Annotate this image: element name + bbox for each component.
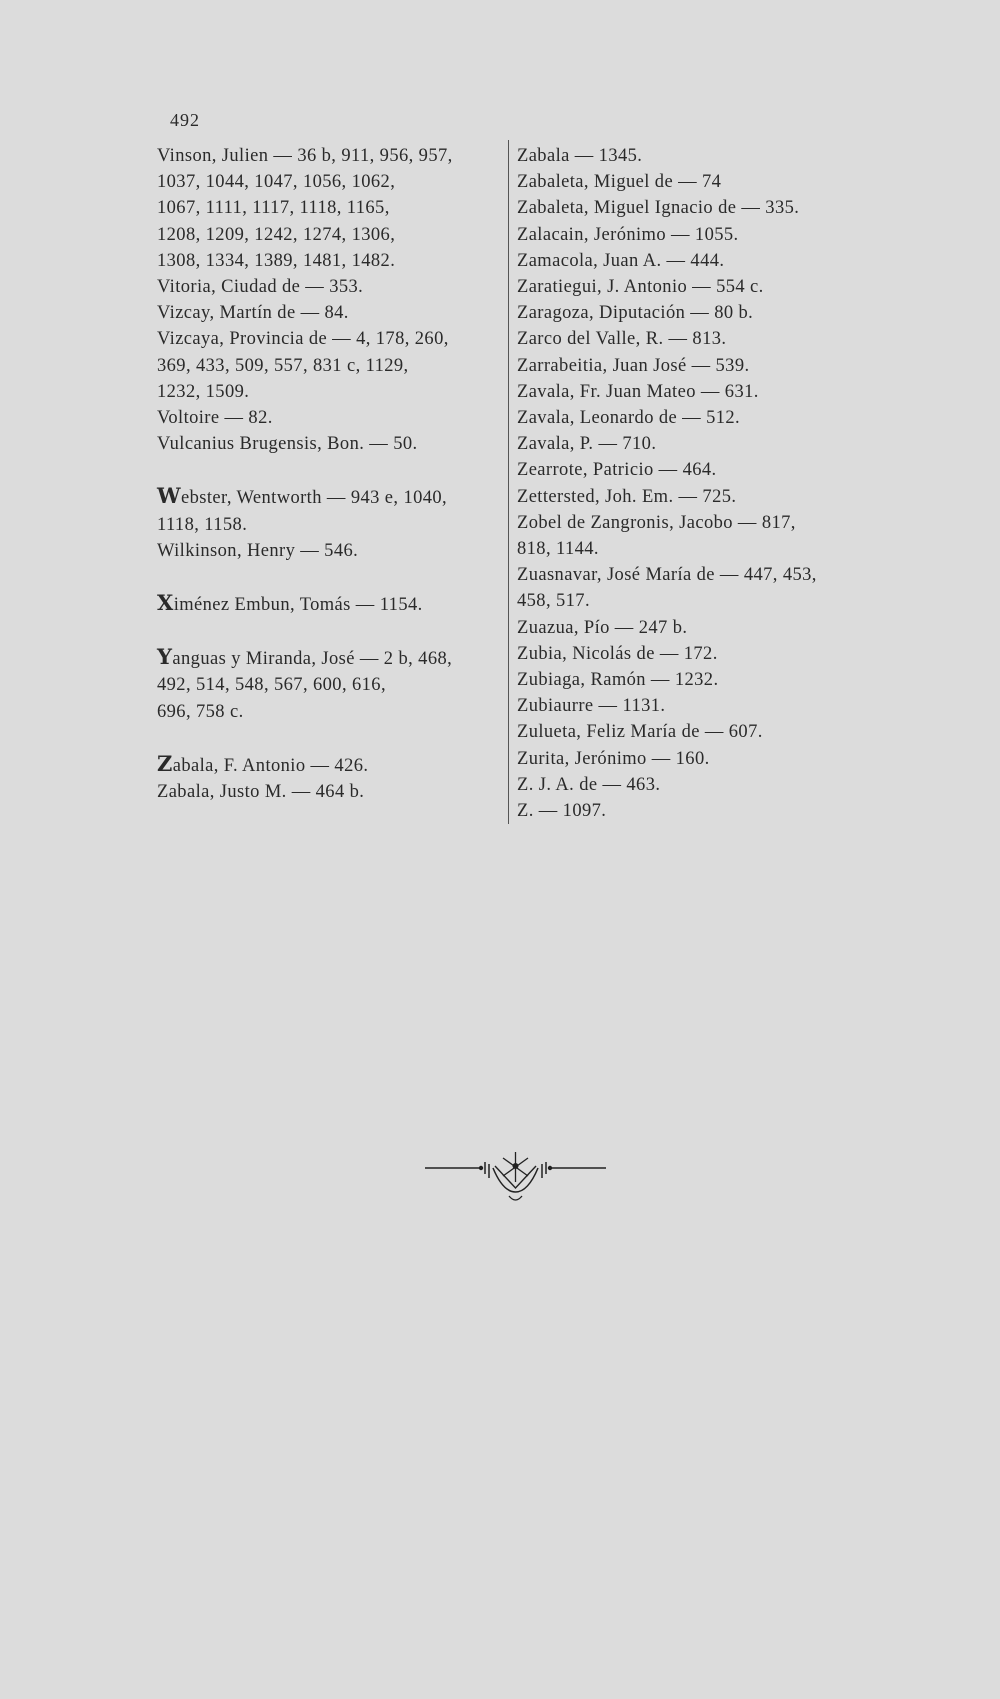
entry-first-line: Z. J. A. de — 463. — [517, 774, 661, 795]
section-initial-letter: X — [157, 590, 174, 616]
index-entry — [517, 746, 847, 772]
entry-continuation-line: 818, 1144. — [517, 539, 599, 560]
entry-first-line: Zaratiegui, J. Antonio — 554 c. — [517, 277, 764, 298]
entry-first-line: Zalacain, Jerónimo — 1055. — [517, 224, 739, 245]
section-gap — [157, 618, 505, 644]
index-entry — [517, 248, 847, 274]
entry-first-line: Zearrote, Patricio — 464. — [517, 460, 717, 481]
index-entry — [517, 274, 847, 300]
entry-first-line: Zabala — 1345. — [517, 146, 643, 166]
index-entry — [517, 798, 847, 824]
entry-first-line: iménez Embun, Tomás — 1154. — [173, 595, 423, 616]
index-entry — [517, 719, 847, 745]
entry-first-line: Zulueta, Feliz María de — 607. — [517, 722, 763, 743]
index-entry — [157, 483, 505, 537]
entry-continuation-line: 696, 758 c. — [157, 701, 244, 722]
entry-continuation-line: 458, 517. — [517, 591, 590, 612]
index-entry — [517, 772, 847, 798]
entry-first-line: Zabaleta, Miguel de — 74 — [517, 172, 722, 193]
entry-continuation-line: 1037, 1044, 1047, 1056, 1062, — [157, 172, 396, 193]
index-entry — [517, 405, 847, 431]
entry-first-line: abala, F. Antonio — 426. — [172, 755, 369, 776]
entry-first-line: Zabaleta, Miguel Ignacio de — 335. — [517, 198, 800, 219]
entry-first-line: Zavala, Leonardo de — 512. — [517, 408, 741, 429]
index-entry — [517, 169, 847, 195]
entry-continuation-line: 1208, 1209, 1242, 1274, 1306, — [157, 224, 396, 245]
section-initial-letter: Y — [157, 644, 173, 670]
index-entry — [517, 431, 847, 457]
index-entry — [157, 405, 505, 431]
section-gap — [157, 457, 505, 483]
index-entry — [517, 457, 847, 483]
entry-first-line: Zabala, Justo M. — 464 b. — [157, 782, 365, 803]
entry-continuation-line: 1308, 1334, 1389, 1481, 1482. — [157, 250, 396, 271]
entry-first-line: Zettersted, Joh. Em. — 725. — [517, 486, 737, 507]
entry-first-line: Zubiaga, Ramón — 1232. — [517, 670, 719, 691]
index-entry — [517, 143, 847, 169]
entry-first-line: Zuazua, Pío — 247 b. — [517, 617, 688, 638]
entry-first-line: Zurita, Jerónimo — 160. — [517, 748, 710, 769]
index-entry — [157, 431, 505, 457]
entry-first-line: Zarrabeitia, Juan José — 539. — [517, 355, 750, 376]
index-column-left — [157, 143, 505, 805]
section-gap — [157, 564, 505, 590]
entry-first-line: Zamacola, Juan A. — 444. — [517, 250, 725, 271]
entry-continuation-line: 369, 433, 509, 557, 831 c, 1129, — [157, 355, 409, 376]
entry-first-line: Vulcanius Brugensis, Bon. — 50. — [157, 434, 418, 455]
entry-first-line: Wilkinson, Henry — 546. — [157, 540, 359, 561]
index-entry — [517, 379, 847, 405]
section-initial-letter: W — [157, 483, 181, 509]
index-entry — [517, 510, 847, 562]
index-entry — [517, 484, 847, 510]
index-entry — [517, 353, 847, 379]
entry-first-line: ebster, Wentworth — 943 e, 1040, — [180, 488, 448, 509]
index-entry — [157, 590, 505, 618]
index-entry — [517, 222, 847, 248]
index-entry — [157, 644, 505, 725]
index-entry — [517, 326, 847, 352]
entry-first-line: Zarco del Valle, R. — 813. — [517, 329, 727, 350]
index-entry — [157, 326, 505, 405]
entry-first-line: Zaragoza, Diputación — 80 b. — [517, 303, 754, 324]
column-divider — [508, 140, 509, 824]
entry-first-line: Vinson, Julien — 36 b, 911, 956, 957, — [157, 146, 453, 166]
entry-first-line: Z. — 1097. — [517, 801, 607, 822]
index-column-right — [517, 143, 847, 824]
entry-continuation-line: 1232, 1509. — [157, 381, 250, 402]
entry-first-line: Zavala, Fr. Juan Mateo — 631. — [517, 381, 759, 402]
entry-first-line: Vitoria, Ciudad de — 353. — [157, 277, 364, 298]
entry-first-line: Zubia, Nicolás de — 172. — [517, 643, 718, 664]
index-entry — [157, 538, 505, 564]
section-gap — [157, 725, 505, 751]
ornament-divider-icon — [423, 1148, 608, 1208]
entry-first-line: Voltoire — 82. — [157, 408, 273, 429]
entry-first-line: anguas y Miranda, José — 2 b, 468, — [172, 649, 453, 670]
entry-continuation-line: 492, 514, 548, 567, 600, 616, — [157, 675, 386, 696]
index-entry — [517, 615, 847, 641]
index-entry — [517, 641, 847, 667]
entry-first-line: Zobel de Zangronis, Jacobo — 817, — [517, 512, 796, 533]
index-entry — [157, 779, 505, 805]
entry-continuation-line: 1067, 1111, 1117, 1118, 1165, — [157, 198, 390, 219]
index-entry — [517, 667, 847, 693]
index-entry — [157, 143, 505, 274]
index-entry — [517, 562, 847, 614]
index-entry — [517, 693, 847, 719]
index-entry — [517, 195, 847, 221]
entry-first-line: Zavala, P. — 710. — [517, 434, 657, 455]
entry-continuation-line: 1118, 1158. — [157, 514, 248, 535]
page-number: 492 — [170, 110, 200, 130]
entry-first-line: Zuasnavar, José María de — 447, 453, — [517, 565, 817, 586]
index-entry — [517, 300, 847, 326]
entry-first-line: Vizcaya, Provincia de — 4, 178, 260, — [157, 329, 449, 350]
entry-first-line: Zubiaurre — 1131. — [517, 696, 666, 717]
index-entry — [157, 274, 505, 300]
index-entry — [157, 751, 505, 779]
index-entry — [157, 300, 505, 326]
entry-first-line: Vizcay, Martín de — 84. — [157, 303, 349, 324]
section-initial-letter: Z — [157, 750, 173, 776]
